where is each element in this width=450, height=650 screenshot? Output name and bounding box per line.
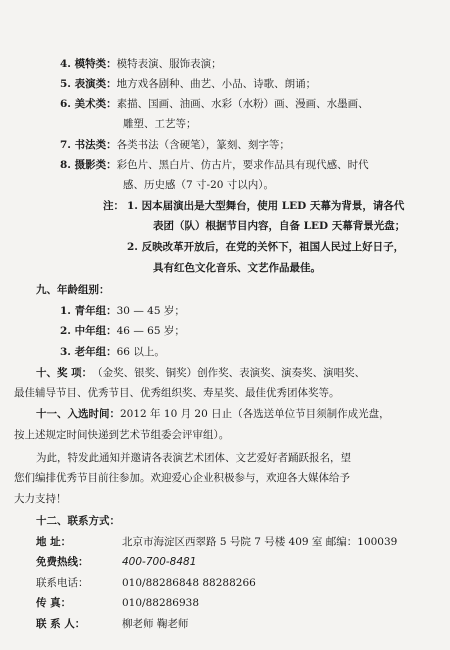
category-5: [60, 77, 316, 91]
category-text: 素描、国画、油画、水彩（水粉）画、漫画、水墨画、: [116, 98, 369, 110]
age-group-label: 1. 青年组：: [60, 305, 117, 317]
contact-hotline: [36, 555, 196, 569]
notes-label: 注：: [103, 200, 124, 212]
category-text: 地方戏各剧种、曲艺、小品、诗歌、朗诵；: [116, 78, 317, 90]
age-group-text: 30 — 45 岁；: [116, 305, 185, 317]
address-value: 北京市海淀区西翠路 5 号院 7 号楼 409 室 邮编：100039: [122, 536, 398, 548]
deadline-line-2: 按上述规定时间快递到艺术节组委会评审组）。: [14, 429, 230, 441]
age-group-middle: [60, 324, 185, 338]
hotline-value: 400-700-8481: [122, 556, 197, 568]
address-label: 地 址：: [36, 536, 72, 548]
contact-phone: [36, 576, 256, 590]
contact-fax: [36, 596, 199, 610]
note-2-line-1: 2. 反映改革开放后，在党的关怀下，祖国人民过上好日子，: [127, 241, 405, 253]
invitation-line-1: 为此，特发此通知并邀请各表演艺术团体、文艺爱好者踊跃报名，望: [36, 452, 351, 464]
age-group-label: 3. 老年组：: [60, 346, 117, 358]
age-group-senior: [60, 345, 165, 359]
contact-address: [36, 535, 397, 549]
category-label: 5. 表演类：: [60, 78, 117, 90]
category-text: 彩色片、黑白片、仿古片，要求作品具有现代感、时代: [116, 159, 369, 171]
note-1-line-1: 1. 因本届演出是大型舞台，使用 LED 天幕为背景，请各代: [127, 200, 405, 212]
deadline-text: 2012 年 10 月 20 日止（各选送单位节目须制作成光盘，: [120, 408, 390, 420]
age-group-text: 46 — 65 岁；: [116, 325, 185, 337]
phone-label: 联系电话：: [36, 577, 89, 589]
category-text: 模特表演、服饰表演；: [116, 58, 222, 70]
awards-text: （金奖、银奖、铜奖）创作奖、表演奖、演奏奖、演唱奖、: [92, 367, 366, 379]
category-8: [60, 158, 369, 172]
age-group-youth: [60, 304, 185, 318]
invitation-line-2: 您们编排优秀节目前往参加。欢迎爱心企业积极参与，欢迎各大媒体给予: [14, 472, 350, 484]
category-8-continued: 感、历史感（7 寸-20 寸以内）。: [123, 179, 275, 191]
category-label: 7. 书法类：: [60, 139, 117, 151]
phone-value: 010/88286848 88288266: [122, 577, 256, 589]
note-1-line-2: 表团（队）根据节目内容，自备 LED 天幕背景光盘；: [153, 220, 406, 232]
category-6: [60, 97, 369, 111]
category-4: [60, 57, 222, 71]
category-7: [60, 138, 290, 152]
deadline-heading: 十一、入选时间：: [36, 408, 120, 420]
category-label: 4. 模特类：: [60, 58, 117, 70]
awards-heading: 十、奖 项：: [36, 367, 93, 379]
fax-value: 010/88286938: [122, 597, 200, 609]
awards-line-1: [36, 366, 365, 380]
note-2-line-2: 具有红色文化音乐、文艺作品最佳。: [153, 262, 321, 274]
age-group-label: 2. 中年组：: [60, 325, 117, 337]
person-label: 联 系 人：: [36, 618, 86, 630]
contact-heading: 十二、联系方式：: [36, 515, 120, 527]
category-label: 6. 美术类：: [60, 98, 117, 110]
invitation-line-3: 大力支持！: [14, 493, 67, 505]
fax-label: 传 真：: [36, 597, 72, 609]
category-label: 8. 摄影类：: [60, 159, 117, 171]
contact-person: [36, 617, 188, 631]
awards-line-2: 最佳辅导节目、优秀节目、优秀组织奖、寿星奖、最佳优秀团体奖等。: [14, 387, 340, 399]
age-heading: 九、年龄组别：: [36, 284, 110, 296]
hotline-label: 免费热线：: [36, 556, 89, 568]
category-text: 各类书法（含硬笔），篆刻、刻字等；: [116, 139, 290, 151]
deadline-line-1: [36, 407, 390, 421]
person-value: 柳老师 鞠老师: [122, 618, 189, 630]
age-group-text: 66 以上。: [116, 346, 165, 358]
category-6-continued: 雕塑、工艺等；: [123, 118, 197, 130]
